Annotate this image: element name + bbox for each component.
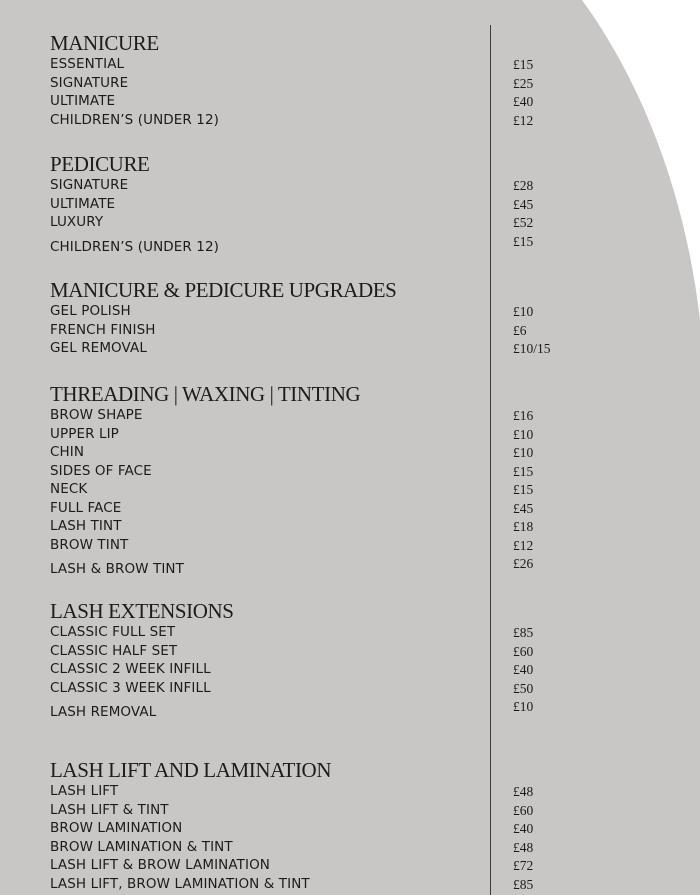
service-price: £52 (513, 215, 534, 230)
service-price: £60 (513, 643, 534, 659)
service-item (50, 213, 650, 232)
service-name: LASH TINT (50, 518, 122, 534)
service-name: CLASSIC 3 WEEK INFILL (50, 679, 211, 696)
service-name: LASH LIFT, BROW LAMINATION & TINT (50, 875, 310, 892)
service-name: ULTIMATE (50, 195, 116, 212)
service-name: GEL REMOVAL (50, 340, 147, 356)
service-item (50, 111, 650, 130)
service-name: CHILDREN’S (UNDER 12) (50, 111, 220, 128)
section-upgrades (50, 278, 650, 358)
service-price: £60 (513, 802, 534, 818)
service-name: UPPER LIP (50, 425, 119, 442)
service-price: £15 (513, 482, 534, 497)
service-price: £15 (513, 233, 534, 249)
service-name: BROW TINT (50, 536, 129, 553)
section-manicure (50, 31, 650, 129)
section-heading: THREADING | WAXING | TINTING (50, 382, 361, 406)
service-item (50, 697, 650, 721)
service-name: CLASSIC 2 WEEK INFILL (50, 661, 211, 677)
section-heading: LASH LIFT AND LAMINATION (50, 758, 332, 782)
service-name: LASH REMOVAL (50, 704, 157, 720)
service-item (50, 499, 650, 518)
service-price: £40 (513, 662, 534, 677)
service-item (50, 679, 650, 698)
service-item (50, 838, 650, 857)
section-heading: MANICURE (50, 31, 159, 55)
service-name: CLASSIC HALF SET (50, 642, 178, 659)
service-item (50, 642, 650, 661)
service-name: LASH LIFT (50, 783, 119, 799)
service-name: ESSENTIAL (50, 56, 125, 72)
service-item (50, 536, 650, 555)
service-name: LUXURY (50, 214, 104, 230)
service-item (50, 195, 650, 214)
service-price: £85 (513, 625, 534, 640)
service-item (50, 92, 650, 111)
service-name: NECK (50, 481, 88, 497)
service-item (50, 339, 650, 358)
service-item (50, 302, 650, 321)
service-item (50, 462, 650, 481)
service-item (50, 819, 650, 838)
service-price: £12 (513, 112, 534, 128)
service-price: £48 (513, 839, 534, 855)
service-name: LASH & BROW TINT (50, 561, 184, 577)
service-price: £15 (513, 57, 534, 72)
service-item (50, 480, 650, 499)
section-lash-lift-lamination (50, 758, 650, 893)
service-item (50, 55, 650, 74)
service-price: £72 (513, 858, 534, 873)
section-pedicure (50, 152, 650, 256)
service-price: £16 (513, 408, 534, 423)
section-heading: MANICURE & PEDICURE UPGRADES (50, 278, 397, 302)
service-price: £26 (513, 556, 534, 571)
service-price: £15 (513, 463, 534, 479)
service-price: £25 (513, 75, 534, 91)
service-item (50, 554, 650, 578)
service-item (50, 856, 650, 875)
service-price: £28 (513, 178, 534, 193)
service-name: SIGNATURE (50, 177, 129, 193)
service-name: BROW SHAPE (50, 407, 143, 423)
service-item (50, 517, 650, 536)
service-price: £10 (513, 426, 534, 442)
service-price: £10 (513, 304, 534, 319)
service-price: £10 (513, 445, 534, 460)
service-name: CHILDREN’S (UNDER 12) (50, 238, 220, 255)
service-price: £45 (513, 196, 534, 212)
service-name: SIGNATURE (50, 74, 129, 91)
service-item (50, 782, 650, 801)
service-price: £48 (513, 784, 534, 799)
service-name: GEL POLISH (50, 303, 131, 319)
service-name: BROW LAMINATION (50, 820, 183, 836)
service-price: £10/15 (513, 341, 551, 356)
service-name: SIDES OF FACE (50, 462, 152, 479)
service-name: FRENCH FINISH (50, 321, 156, 338)
service-item (50, 176, 650, 195)
service-item (50, 74, 650, 93)
service-price: £10 (513, 699, 534, 714)
service-item (50, 321, 650, 340)
section-threading-waxing-tinting (50, 382, 650, 578)
service-item (50, 232, 650, 256)
service-item (50, 801, 650, 820)
service-item (50, 623, 650, 642)
service-item (50, 406, 650, 425)
service-name: FULL FACE (50, 499, 122, 516)
service-price: £85 (513, 876, 534, 892)
service-price: £40 (513, 94, 534, 109)
service-price: £6 (513, 322, 527, 338)
service-name: CHIN (50, 444, 85, 460)
service-item (50, 425, 650, 444)
service-name: CLASSIC FULL SET (50, 624, 176, 640)
service-name: ULTIMATE (50, 93, 116, 109)
service-price: £50 (513, 680, 534, 696)
section-lash-extensions (50, 599, 650, 721)
service-item (50, 875, 650, 894)
service-price: £12 (513, 537, 534, 553)
section-heading: LASH EXTENSIONS (50, 599, 234, 623)
service-price: £18 (513, 519, 534, 534)
service-price: £40 (513, 821, 534, 836)
section-heading: PEDICURE (50, 152, 150, 176)
service-name: LASH LIFT & BROW LAMINATION (50, 857, 271, 873)
service-name: LASH LIFT & TINT (50, 801, 169, 818)
service-item (50, 443, 650, 462)
service-price: £45 (513, 500, 534, 516)
service-item (50, 660, 650, 679)
service-name: BROW LAMINATION & TINT (50, 838, 233, 855)
